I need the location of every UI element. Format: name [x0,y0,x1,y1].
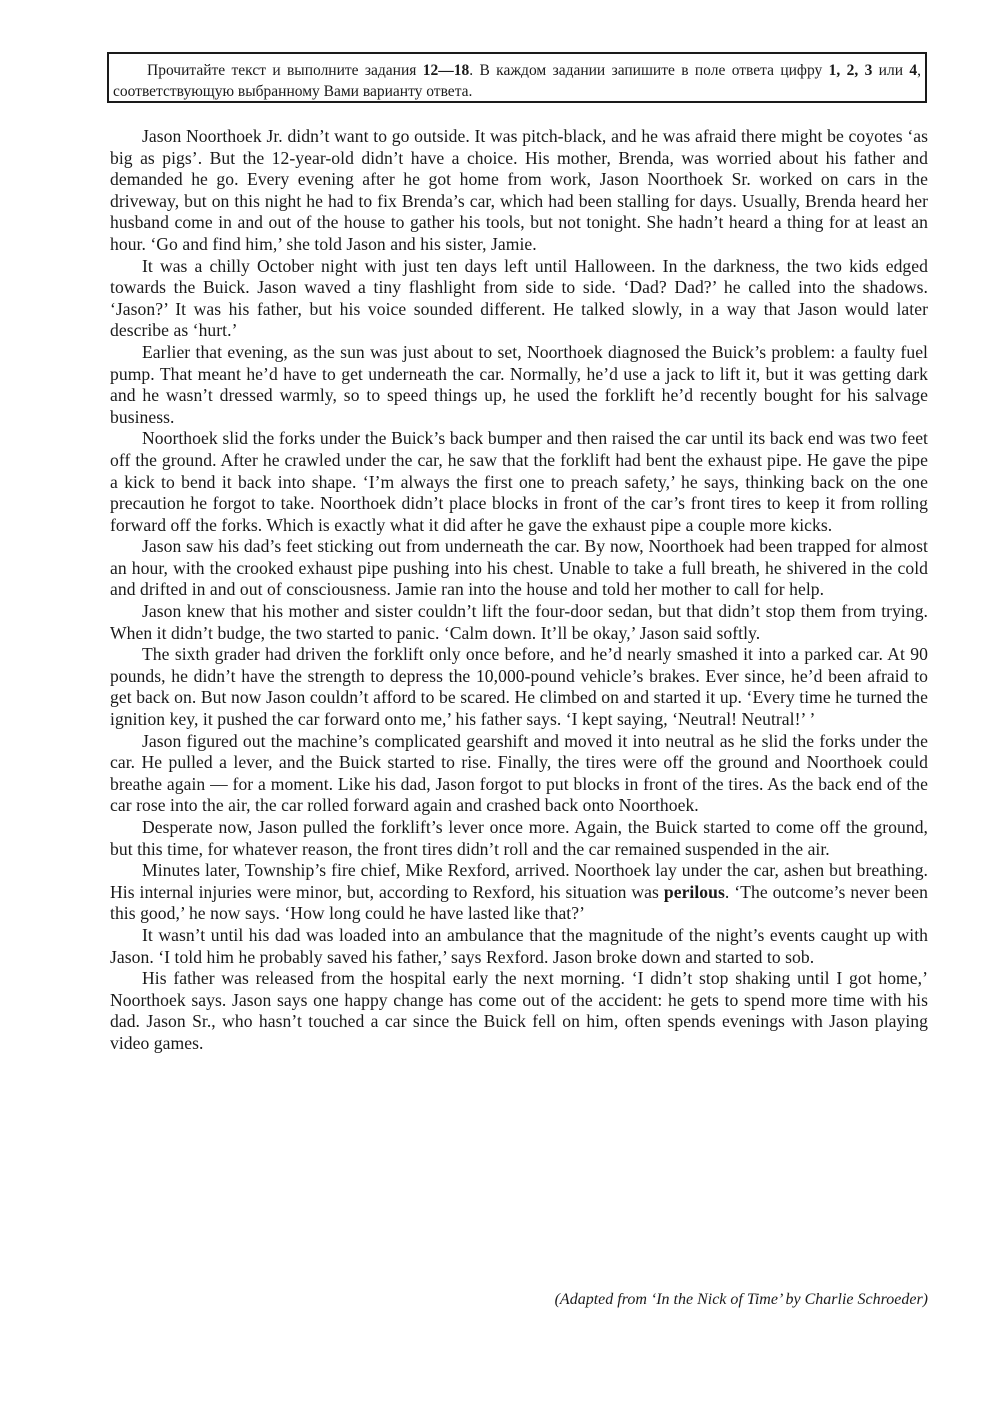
paragraph-12: His father was released from the hospital early the next morning. ‘I didn’t stop shaking until I got home,’ Noorthoek says. Jason says one happy change has come out of the accident: he gets to spend more time with his dad. Jason Sr., who hasn’t touched a car since the Buick fell on him, often spends evenings with Jason playing video games. [110,968,928,1053]
paragraph-2: It was a chilly October night with just ten days left until Halloween. In the darkness, the two kids edged towards the Buick. Jason waved a tiny flashlight from side to side. ‘Dad? Dad?’ he called into the shadows. ‘Jason?’ It was his father, but his voice sounded different. He talked slowly, in a way that Jason would later describe as ‘hurt.’ [110,255,928,341]
paragraph-6: Jason knew that his mother and sister couldn’t lift the four-door sedan, but that didn’t stop them from trying. When it didn’t budge, the two started to panic. ‘Calm down. It’ll be okay,’ Jason said softly. [110,601,928,643]
instruction-text-part1: Прочитайте текст и выполните задания [147,62,423,79]
instruction-text-part2: . В каждом задании запишите в поле ответа цифру [469,62,829,79]
paragraph-5: Jason saw his dad’s feet sticking out from underneath the car. By now, Noorthoek had been trapped for almost an hour, with the crooked exhaust pipe pushing into his chest. Unable to take a full breath, he shivered in the cold and drifted in and out of consciousness. Jamie ran into the house and told her mother to call for help. [110,536,928,600]
bold-word-perilous: perilous [663,881,725,902]
paragraph-10-after: . ‘The outcome’s never been this good,’ he now says. ‘How long could he have lasted like that?’ [110,881,928,924]
paragraph-10 [110,860,928,925]
paragraph-11: It wasn’t until his dad was loaded into an ambulance that the magnitude of the night’s events caught up with Jason. ‘I told him he probably saved his father,’ says Rexford. Jason broke down and started to sob. [110,924,928,967]
instruction-text-part4: , соответствующую выбранному Вами варианту ответа. [113,62,921,100]
reading-text [110,126,928,1055]
paragraph-8: Jason figured out the machine’s complicated gearshift and moved it into neutral as he slid the forks under the car. He pulled a lever, and the Buick started to rise. Finally, the tires were off the ground and Noorthoek could breathe again — for a moment. Like his dad, Jason forgot to put blocks in front of the tires. As the back end of the car rose into the air, the car rolled forward again and crashed back onto Noorthoek. [110,730,928,816]
source-attribution: (Adapted from ‘In the Nick of Time’ by Charlie Schroeder) [554,1291,928,1308]
paragraph-1: Jason Noorthoek Jr. didn’t want to go outside. It was pitch-black, and he was afraid there might be coyotes ‘as big as pigs’. But the 12-year-old didn’t have a choice. His mother, Brenda, was worried about his father and demanded he go. Every evening after he got home from work, Jason Noorthoek Sr. worked on cars in the driveway, but on this night he had to fix Brenda’s car, which had been stalling for days. Usually, Brenda heard her husband come in and out of the house to gather his tools, but not tonight. She hadn’t heard a thing for at least an hour. ‘Go and find him,’ she told Jason and his sister, Jamie. [110,126,928,254]
paragraph-10-before: Minutes later, Township’s fire chief, Mike Rexford, arrived. Noorthoek lay under the car, ashen but breathing. His internal injuries were minor, but, according to Rexford, his situation was [110,860,928,902]
paragraph-9: Desperate now, Jason pulled the forklift’s lever once more. Again, the Buick started to come off the ground, but this time, for whatever reason, the front tires didn’t roll and the car remained suspended in the air. [110,817,928,859]
paragraph-7: The sixth grader had driven the forklift only once before, and he’d nearly smashed it into a parked car. At 90 pounds, he didn’t have the strength to depress the 10,000-pound vehicle’s brakes. Ever since, he’d been afraid to get back on. But now Jason couldn’t afford to be scared. He climbed on and started it up. ‘Every time he turned the ignition key, it pushed the car forward onto me,’ his father says. ‘I kept saying, ‘Neutral! Neutral!’ ’ [110,644,928,730]
instruction-task-range: 12—18 [422,62,470,79]
instruction-answer-option-4: 4 [909,62,918,79]
paragraph-4: Noorthoek slid the forks under the Buick’s back bumper and then raised the car until its back end was two feet off the ground. After he crawled under the car, he saw that the forklift had bent the exhaust pipe. He gave the pipe a kick to bend it back into shape. ‘I’m always the first one to preach safety,’ he says, thinking back on the one precaution he forgot to take. Noorthoek didn’t place blocks in front of the car’s front tires to keep it from rolling forward off the forks. Which is exactly what it did after he gave the exhaust pipe a couple more kicks. [110,428,928,535]
instruction-box [107,52,927,103]
instruction-answer-options: 1, 2, 3 [828,62,873,79]
paragraph-3: Earlier that evening, as the sun was just about to set, Noorthoek diagnosed the Buick’s problem: a faulty fuel pump. That meant he’d have to get underneath the car. Normally, he’d use a jack to lift it, but it was getting dark and he wasn’t dressed warmly, so to speed things up, he used the forklift he’d recently bought for his salvage business. [110,341,928,427]
instruction-text-part3: или [872,62,910,79]
